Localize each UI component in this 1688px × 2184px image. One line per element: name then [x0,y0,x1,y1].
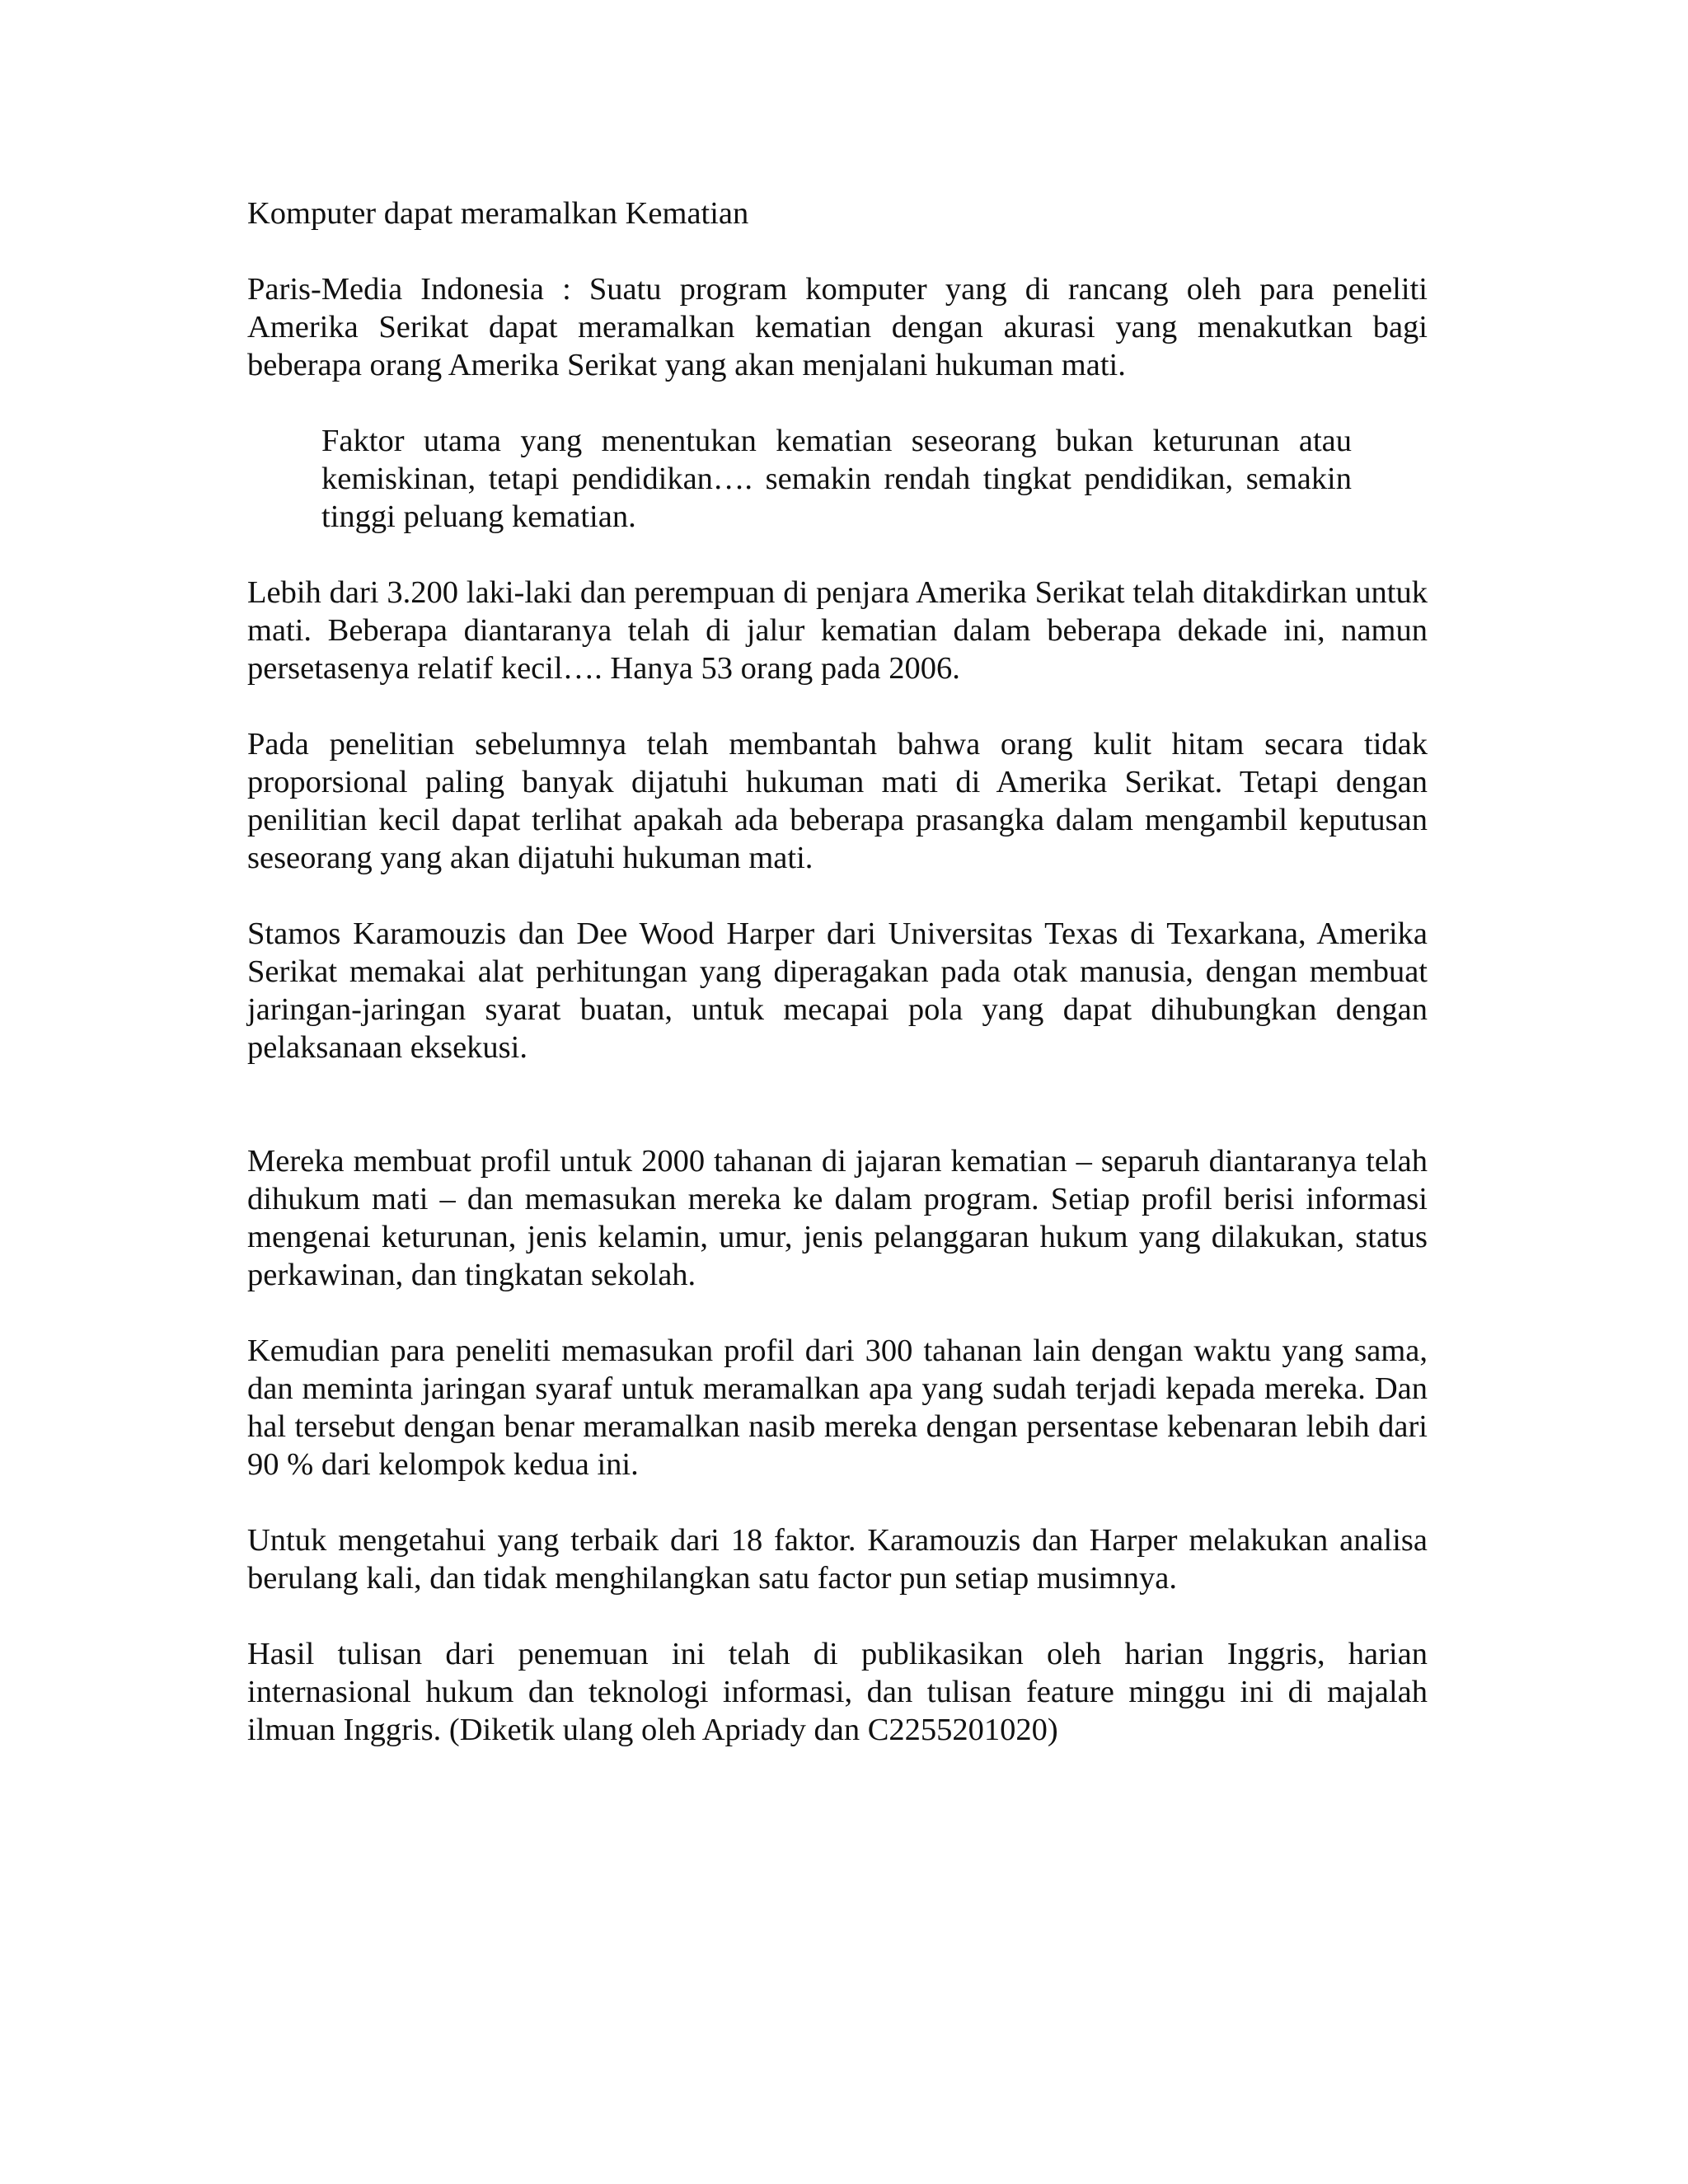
paragraph-publication: Hasil tulisan dari penemuan ini telah di publikasikan oleh harian Inggris, harian internasional hukum dan teknologi informasi, dan tulisan feature minggu ini di majalah ilmuan Inggris. (Diketik ulang oleh Apriady dan C2255201020) [247,1637,1428,1747]
document-body [247,194,1428,1787]
paragraph-intro: Paris-Media Indonesia : Suatu program komputer yang di rancang oleh para peneliti Amerika Serikat dapat meramalkan kematian dengan akurasi yang menakutkan bagi beberapa orang Amerika Serikat yang akan menjalani hukuman mati. [247,272,1428,382]
paragraph-statistics: Lebih dari 3.200 laki-laki dan perempuan di penjara Amerika Serikat telah ditakdirkan untuk mati. Beberapa diantaranya telah di jalur kematian dalam beberapa dekade ini, namun persetasenya relatif kecil…. Hanya 53 orang pada 2006. [247,575,1428,686]
paragraph-previous-research: Pada penelitian sebelumnya telah membantah bahwa orang kulit hitam secara tidak proporsional paling banyak dijatuhi hukuman mati di Amerika Serikat. Tetapi dengan penilitian kecil dapat terlihat apakah ada beberapa prasangka dalam mengambil keputusan seseorang yang akan dijatuhi hukuman mati. [247,727,1428,875]
block-quote: Faktor utama yang menentukan kematian seseorang bukan keturunan atau kemiskinan, tetapi pendidikan…. semakin rendah tingkat pendidikan, semakin tinggi peluang kematian. [321,424,1352,534]
paragraph-prediction: Kemudian para peneliti memasukan profil dari 300 tahanan lain dengan waktu yang sama, dan meminta jaringan syaraf untuk meramalkan apa yang sudah terjadi kepada mereka. Dan hal tersebut dengan benar meramalkan nasib mereka dengan persentase kebenaran lebih dari 90 % dari kelompok kedua ini. [247,1333,1428,1482]
paragraph-factors: Untuk mengetahui yang terbaik dari 18 faktor. Karamouzis dan Harper melakukan analisa berulang kali, dan tidak menghilangkan satu factor pun setiap musimnya. [247,1523,1428,1596]
paragraph-profiles: Mereka membuat profil untuk 2000 tahanan di jajaran kematian – separuh diantaranya telah dihukum mati – dan memasukan mereka ke dalam program. Setiap profil berisi informasi mengenai keturunan, jenis kelamin, umur, jenis pelanggaran hukum yang dilakukan, status perkawinan, dan tingkatan sekolah. [247,1144,1428,1292]
paragraph-researchers: Stamos Karamouzis dan Dee Wood Harper dari Universitas Texas di Texarkana, Amerika Serikat memakai alat perhitungan yang diperagakan pada otak manusia, dengan membuat jaringan-jaringan syarat buatan, untuk mecapai pola yang dapat dihubungkan dengan pelaksanaan eksekusi. [247,916,1428,1065]
document-title: Komputer dapat meramalkan Kematian [247,196,749,231]
